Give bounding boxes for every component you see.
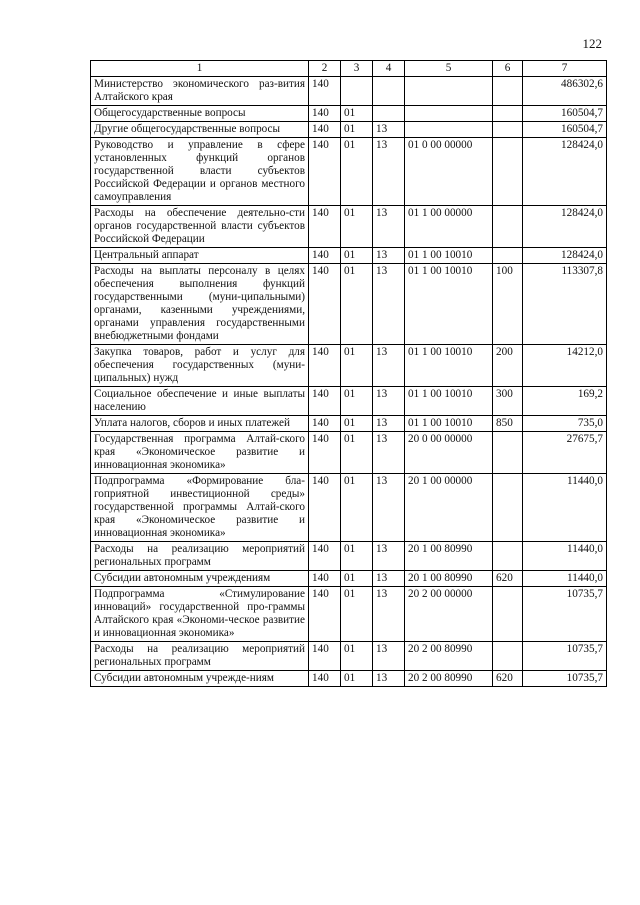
table-row bbox=[91, 416, 607, 432]
ministry-code: 140 bbox=[309, 474, 341, 542]
header-cell: 3 bbox=[341, 61, 373, 77]
item-name: Уплата налогов, сборов и иных платежей bbox=[91, 416, 309, 432]
item-name: Расходы на реализацию мероприятий региональных программ bbox=[91, 642, 309, 671]
ministry-code: 140 bbox=[309, 77, 341, 106]
expense-type-code: 300 bbox=[493, 387, 523, 416]
section-code: 01 bbox=[341, 122, 373, 138]
target-article-code: 01 1 00 10010 bbox=[405, 387, 493, 416]
amount: 11440,0 bbox=[523, 542, 607, 571]
amount: 169,2 bbox=[523, 387, 607, 416]
target-article-code: 01 1 00 10010 bbox=[405, 264, 493, 345]
section-code: 01 bbox=[341, 248, 373, 264]
section-code: 01 bbox=[341, 642, 373, 671]
table-row bbox=[91, 345, 607, 387]
target-article-code: 20 1 00 00000 bbox=[405, 474, 493, 542]
subsection-code: 13 bbox=[373, 542, 405, 571]
amount: 11440,0 bbox=[523, 571, 607, 587]
ministry-code: 140 bbox=[309, 432, 341, 474]
target-article-code: 01 1 00 10010 bbox=[405, 345, 493, 387]
item-name: Министерство экономического раз-вития Алтайского края bbox=[91, 77, 309, 106]
target-article-code: 20 2 00 80990 bbox=[405, 671, 493, 687]
subsection-code: 13 bbox=[373, 345, 405, 387]
amount: 10735,7 bbox=[523, 671, 607, 687]
table-row bbox=[91, 474, 607, 542]
section-code: 01 bbox=[341, 264, 373, 345]
ministry-code: 140 bbox=[309, 122, 341, 138]
target-article-code: 01 0 00 00000 bbox=[405, 138, 493, 206]
table-row bbox=[91, 571, 607, 587]
table-row bbox=[91, 671, 607, 687]
section-code: 01 bbox=[341, 587, 373, 642]
budget-table bbox=[90, 60, 607, 687]
amount: 128424,0 bbox=[523, 248, 607, 264]
target-article-code bbox=[405, 106, 493, 122]
expense-type-code bbox=[493, 138, 523, 206]
item-name: Руководство и управление в сфере установленных функций органов государственной власти субъектов Российской Федерации и органов местного самоуправления bbox=[91, 138, 309, 206]
subsection-code: 13 bbox=[373, 122, 405, 138]
section-code: 01 bbox=[341, 432, 373, 474]
target-article-code bbox=[405, 77, 493, 106]
item-name: Расходы на обеспечение деятельно-сти органов государственной власти субъектов Российской Федерации bbox=[91, 206, 309, 248]
item-name: Социальное обеспечение и иные выплаты населению bbox=[91, 387, 309, 416]
subsection-code: 13 bbox=[373, 571, 405, 587]
table-row bbox=[91, 587, 607, 642]
section-code: 01 bbox=[341, 671, 373, 687]
ministry-code: 140 bbox=[309, 138, 341, 206]
section-code: 01 bbox=[341, 206, 373, 248]
item-name: Расходы на выплаты персоналу в целях обеспечения выполнения функций государственными (муни-ципальными) органами, казенными учреждениями, органами управления государственными внебюджетными фондами bbox=[91, 264, 309, 345]
expense-type-code: 620 bbox=[493, 571, 523, 587]
header-cell: 5 bbox=[405, 61, 493, 77]
ministry-code: 140 bbox=[309, 571, 341, 587]
amount: 128424,0 bbox=[523, 206, 607, 248]
table-row bbox=[91, 77, 607, 106]
ministry-code: 140 bbox=[309, 587, 341, 642]
expense-type-code bbox=[493, 206, 523, 248]
target-article-code: 01 1 00 10010 bbox=[405, 248, 493, 264]
target-article-code: 01 1 00 10010 bbox=[405, 416, 493, 432]
target-article-code: 20 2 00 00000 bbox=[405, 587, 493, 642]
target-article-code: 20 0 00 00000 bbox=[405, 432, 493, 474]
subsection-code: 13 bbox=[373, 138, 405, 206]
expense-type-code bbox=[493, 122, 523, 138]
subsection-code: 13 bbox=[373, 432, 405, 474]
subsection-code: 13 bbox=[373, 416, 405, 432]
item-name: Подпрограмма «Формирование бла-гоприятной инвестиционной среды» государственной программы Алтай-ского края «Экономическое развитие и инновационная экономика» bbox=[91, 474, 309, 542]
amount: 11440,0 bbox=[523, 474, 607, 542]
target-article-code bbox=[405, 122, 493, 138]
subsection-code bbox=[373, 106, 405, 122]
table-row bbox=[91, 387, 607, 416]
expense-type-code: 620 bbox=[493, 671, 523, 687]
section-code: 01 bbox=[341, 387, 373, 416]
ministry-code: 140 bbox=[309, 345, 341, 387]
table-row bbox=[91, 106, 607, 122]
header-cell: 1 bbox=[91, 61, 309, 77]
item-name: Государственная программа Алтай-ского края «Экономическое развитие и инновационная экономика» bbox=[91, 432, 309, 474]
table-row bbox=[91, 206, 607, 248]
header-cell: 4 bbox=[373, 61, 405, 77]
expense-type-code bbox=[493, 106, 523, 122]
ministry-code: 140 bbox=[309, 416, 341, 432]
amount: 113307,8 bbox=[523, 264, 607, 345]
table-row bbox=[91, 642, 607, 671]
item-name: Другие общегосударственные вопросы bbox=[91, 122, 309, 138]
item-name: Закупка товаров, работ и услуг для обеспечения государственных (муни-ципальных) нужд bbox=[91, 345, 309, 387]
subsection-code: 13 bbox=[373, 206, 405, 248]
section-code: 01 bbox=[341, 571, 373, 587]
item-name: Субсидии автономным учреждениям bbox=[91, 571, 309, 587]
item-name: Субсидии автономным учрежде-ниям bbox=[91, 671, 309, 687]
subsection-code: 13 bbox=[373, 264, 405, 345]
subsection-code bbox=[373, 77, 405, 106]
amount: 160504,7 bbox=[523, 122, 607, 138]
subsection-code: 13 bbox=[373, 587, 405, 642]
expense-type-code: 100 bbox=[493, 264, 523, 345]
ministry-code: 140 bbox=[309, 248, 341, 264]
target-article-code: 20 1 00 80990 bbox=[405, 542, 493, 571]
expense-type-code bbox=[493, 542, 523, 571]
subsection-code: 13 bbox=[373, 642, 405, 671]
expense-type-code bbox=[493, 587, 523, 642]
header-cell: 6 bbox=[493, 61, 523, 77]
ministry-code: 140 bbox=[309, 264, 341, 345]
target-article-code: 01 1 00 00000 bbox=[405, 206, 493, 248]
expense-type-code: 200 bbox=[493, 345, 523, 387]
item-name: Расходы на реализацию мероприятий региональных программ bbox=[91, 542, 309, 571]
section-code: 01 bbox=[341, 474, 373, 542]
ministry-code: 140 bbox=[309, 106, 341, 122]
amount: 486302,6 bbox=[523, 77, 607, 106]
expense-type-code bbox=[493, 432, 523, 474]
expense-type-code bbox=[493, 77, 523, 106]
table-row bbox=[91, 432, 607, 474]
expense-type-code: 850 bbox=[493, 416, 523, 432]
target-article-code: 20 1 00 80990 bbox=[405, 571, 493, 587]
table-header-row bbox=[91, 61, 607, 77]
expense-type-code bbox=[493, 248, 523, 264]
ministry-code: 140 bbox=[309, 671, 341, 687]
section-code: 01 bbox=[341, 106, 373, 122]
page-number: 122 bbox=[582, 36, 602, 51]
item-name: Общегосударственные вопросы bbox=[91, 106, 309, 122]
item-name: Центральный аппарат bbox=[91, 248, 309, 264]
ministry-code: 140 bbox=[309, 642, 341, 671]
section-code bbox=[341, 77, 373, 106]
table-row bbox=[91, 138, 607, 206]
ministry-code: 140 bbox=[309, 542, 341, 571]
subsection-code: 13 bbox=[373, 248, 405, 264]
amount: 27675,7 bbox=[523, 432, 607, 474]
amount: 160504,7 bbox=[523, 106, 607, 122]
header-cell: 2 bbox=[309, 61, 341, 77]
section-code: 01 bbox=[341, 138, 373, 206]
amount: 735,0 bbox=[523, 416, 607, 432]
subsection-code: 13 bbox=[373, 474, 405, 542]
amount: 128424,0 bbox=[523, 138, 607, 206]
expense-type-code bbox=[493, 474, 523, 542]
subsection-code: 13 bbox=[373, 671, 405, 687]
table-row bbox=[91, 122, 607, 138]
amount: 10735,7 bbox=[523, 587, 607, 642]
section-code: 01 bbox=[341, 542, 373, 571]
expense-type-code bbox=[493, 642, 523, 671]
section-code: 01 bbox=[341, 416, 373, 432]
item-name: Подпрограмма «Стимулирование инноваций» государственной про-граммы Алтайского края «Экономи-ческое развитие и инновационная экономика» bbox=[91, 587, 309, 642]
ministry-code: 140 bbox=[309, 206, 341, 248]
ministry-code: 140 bbox=[309, 387, 341, 416]
amount: 10735,7 bbox=[523, 642, 607, 671]
header-cell: 7 bbox=[523, 61, 607, 77]
section-code: 01 bbox=[341, 345, 373, 387]
table-row bbox=[91, 264, 607, 345]
table-row bbox=[91, 248, 607, 264]
table-row bbox=[91, 542, 607, 571]
subsection-code: 13 bbox=[373, 387, 405, 416]
target-article-code: 20 2 00 80990 bbox=[405, 642, 493, 671]
amount: 14212,0 bbox=[523, 345, 607, 387]
